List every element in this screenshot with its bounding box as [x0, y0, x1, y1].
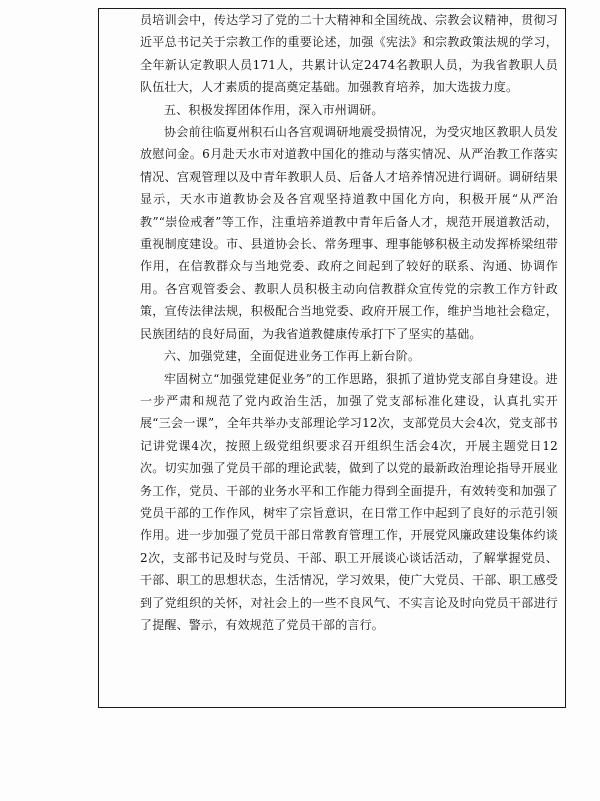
- paragraph-continued-training: 员培训会中，传达学习了党的二十大精神和全国统战、宗教会议精神，贯彻习近平总书记关于宗教工作的重要论述，加强《宪法》和宗教政策法规的学习，全年新认定教职人员171人，共累计认定2474名教职人员，为我省教职人员队伍壮大，人才素质的提高奠定基础。加强教育培养，加大选拔力度。: [140, 13, 558, 95]
- section-heading-5: 五、积极发挥团体作用，深入市州调研。: [164, 102, 384, 117]
- document-body: [140, 9, 558, 636]
- section-heading-6: 六、加强党建，全面促进业务工作再上新台阶。: [164, 349, 421, 364]
- paragraph-party-building: 牢固树立“加强党建促业务”的工作思路，狠抓了道协党支部自身建设。进一步严肃和规范了党内政治生活，加强了党支部标准化建设，认真扎实开展“三会一课”，全年共举办支部理论学习12次，支部党员大会4次，党支部书记讲党课4次，按照上级党组织要求召开组织生活会4次，开展主题党日12次。切实加强了党员干部的理论武装，做到了以党的最新政治理论指导开展业务工作，党员、干部的业务水平和工作能力得到全面提升，有效转变和加强了党员干部的工作作风，树牢了宗旨意识，在日常工作中起到了良好的示范引领作用。进一步加强了党员干部日常教育管理工作，开展党风廉政建设集体约谈2次，支部书记及时与党员、干部、职工开展谈心谈话活动，了解掌握党员、干部、职工的思想状态，生活情况，学习效果，使广大党员、干部、职工感受到了党组织的关怀，对社会上的一些不良风气、不实言论及时向党员干部进行了提醒、警示，有效规范了党员干部的言行。: [140, 371, 558, 632]
- paragraph-research: 协会前往临夏州积石山各宫观调研地震受损情况，为受灾地区教职人员发放慰问金。6月赴天水市对道教中国化的推动与落实情况、从严治教工作落实情况、宫观管理以及中青年教职人员、后备人才培养情况进行调研。调研结果显示，天水市道教协会及各宫观坚持道教中国化方向，积极开展“从严治教”“崇俭戒奢”等工作，注重培养道教中青年后备人才，规范开展道教活动，重视制度建设。市、县道协会长、常务理事、理事能够积极主动发挥桥梁纽带作用，在信教群众与当地党委、政府之间起到了较好的联系、沟通、协调作用。各宫观管委会、教职人员积极主动向信教群众宣传党的宗教工作方针政策，宣传法律法规，积极配合当地党委、政府开展工作，维护当地社会稳定，民族团结的良好局面，为我省道教健康传承打下了坚实的基础。: [140, 125, 558, 341]
